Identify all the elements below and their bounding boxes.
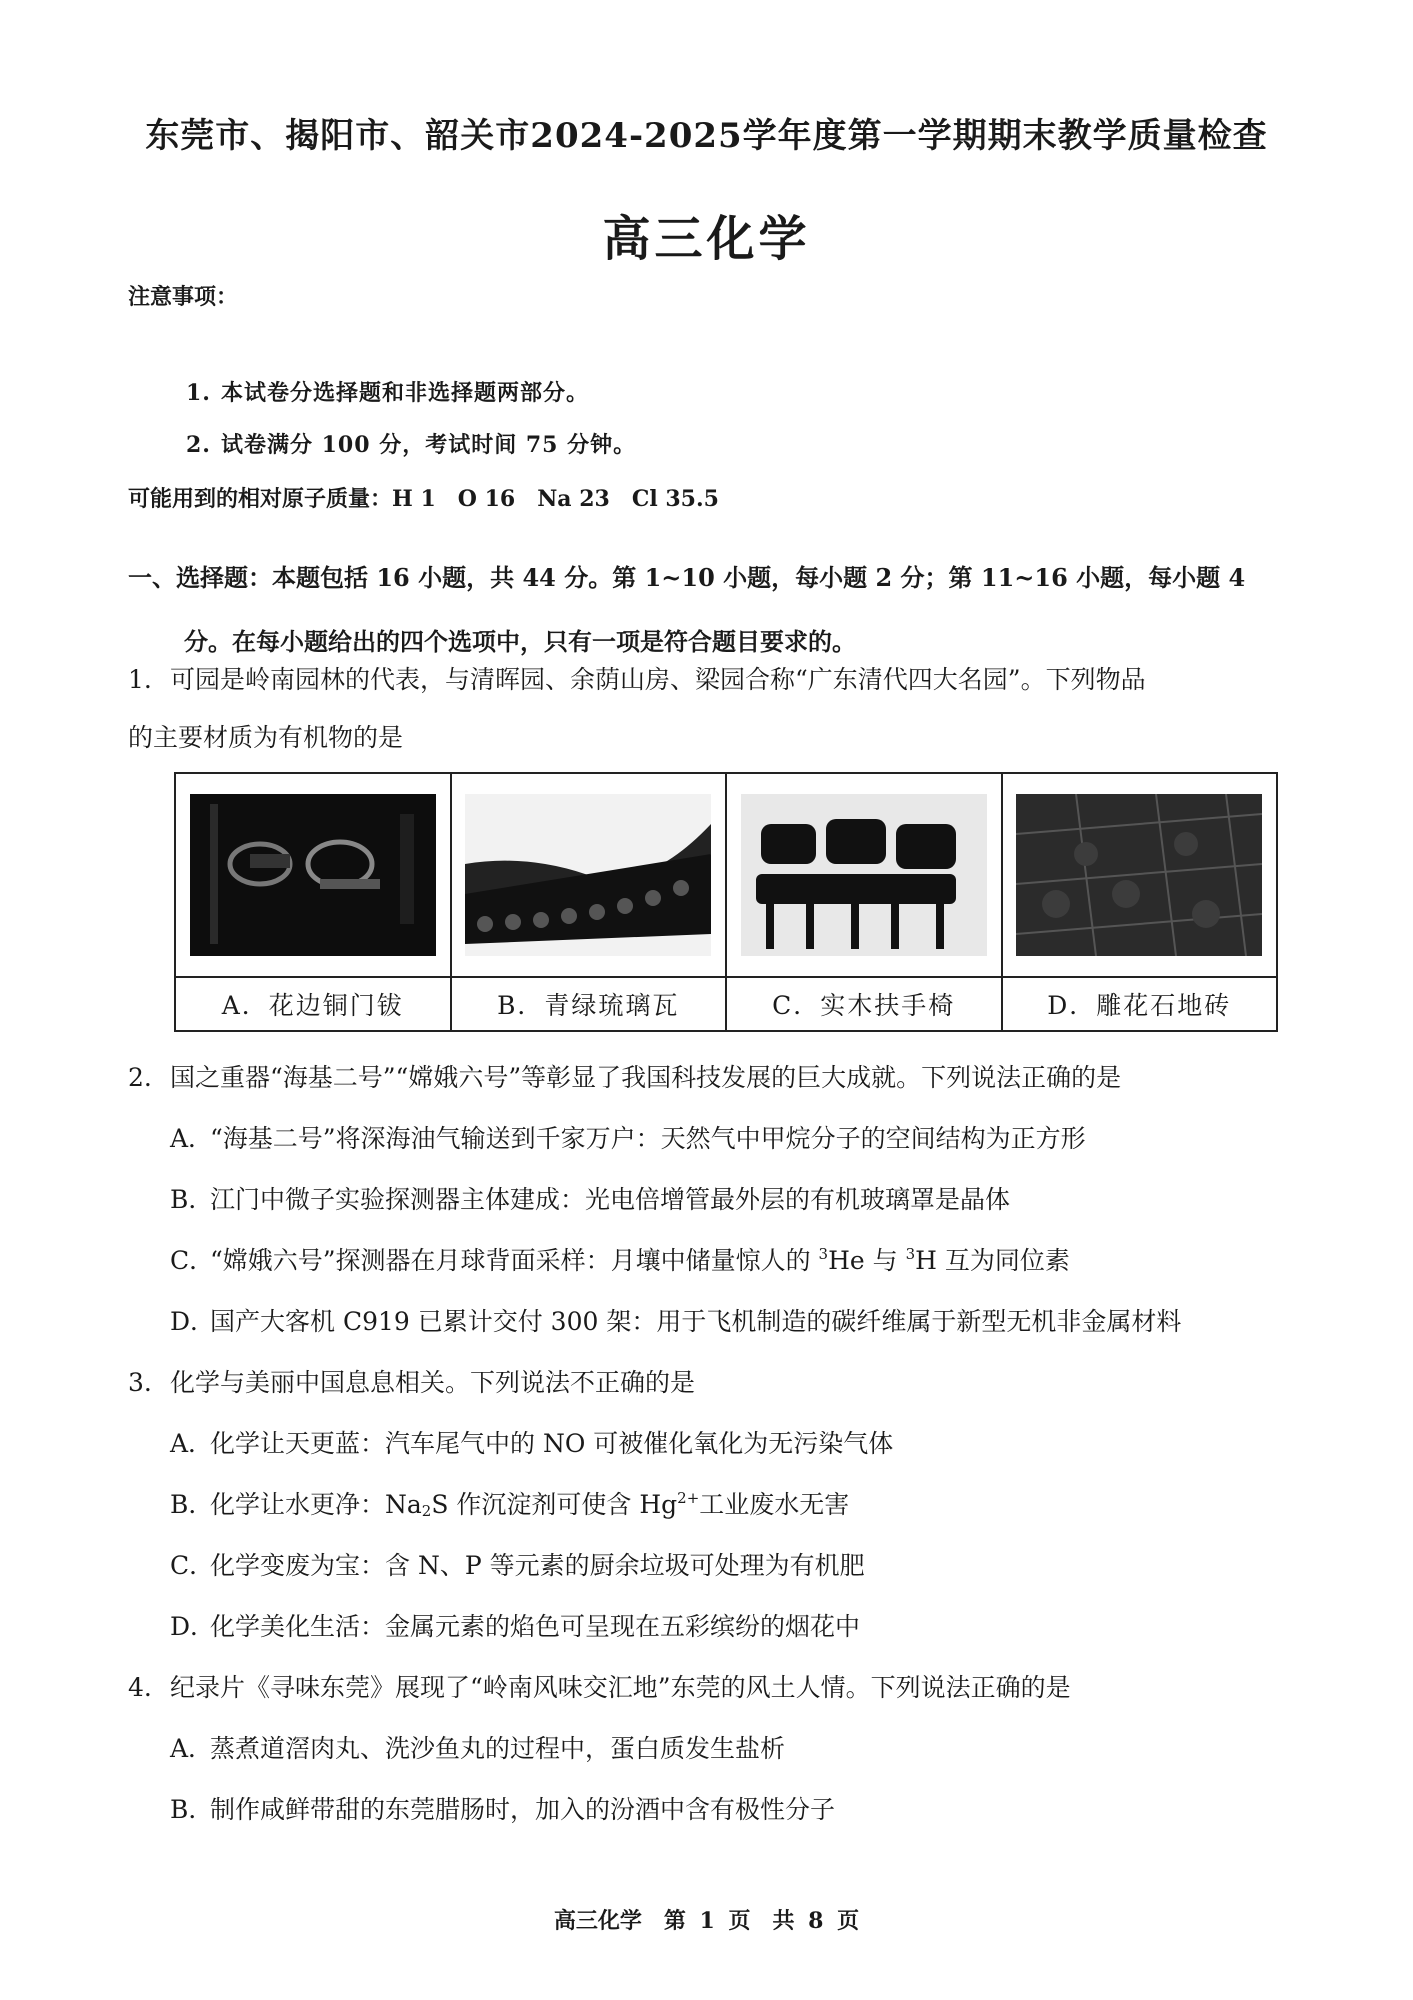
option-text: 江门中微子实验探测器主体建成：光电倍增管最外层的有机玻璃罩是晶体 (210, 1185, 1011, 1214)
option-label: B． (170, 1795, 214, 1824)
question-4-stem (128, 1670, 1303, 1706)
question-1-stem-cont (128, 720, 1303, 756)
option-label: C． (170, 1246, 215, 1275)
section-line-1: 一、选择题：本题包括 16 小题，共 44 分。第 1~10 小题，每小题 2 分；第 11~16 小题，每小题 4 (128, 563, 1246, 592)
option-text: 化学美化生活：金属元素的焰色可呈现在五彩缤纷的烟花中 (210, 1612, 861, 1641)
question-number: 2. (128, 1063, 152, 1092)
question-2-option-d (170, 1304, 1320, 1340)
image-caption-d: D．雕花石地砖 (1002, 977, 1278, 1031)
option-text: 制作咸鲜带甜的东莞腊肠时，加入的汾酒中含有极性分子 (210, 1795, 836, 1824)
option-text-mid: S 作沉淀剂可使含 Hg (431, 1490, 678, 1519)
atomic-mass-note: 可能用到的相对原子质量：H 1 O 16 Na 23 Cl 35.5 (128, 486, 719, 512)
question-4-option-a (170, 1731, 1320, 1767)
image-caption-a: A．花边铜门钹 (175, 977, 451, 1031)
question-2-option-a (170, 1121, 1320, 1157)
image-caption-b: B．青绿琉璃瓦 (451, 977, 727, 1031)
notice-item-number: 2. (186, 432, 211, 458)
wooden-chair-photo (741, 794, 987, 956)
question-4-option-b (170, 1792, 1320, 1828)
notice-item-number: 1. (186, 380, 211, 406)
question-stem: 可园是岭南园林的代表，与清晖园、余荫山房、梁园合称“广东清代四大名园”。下列物品 (170, 665, 1146, 694)
option-label: B． (170, 1490, 214, 1519)
subscript: 2 (421, 1502, 432, 1520)
option-text-pre: “嫦娥六号”探测器在月球背面采样：月壤中储量惊人的 (210, 1246, 819, 1275)
option-text: 蒸煮道滘肉丸、洗沙鱼丸的过程中，蛋白质发生盐析 (210, 1734, 786, 1763)
question-3-option-a (170, 1426, 1320, 1462)
question-2-option-c (170, 1243, 1320, 1279)
notice-item-text: 本试卷分选择题和非选择题两部分。 (220, 380, 589, 406)
page-footer: 高三化学 第 1 页 共 8 页 (553, 1908, 860, 1934)
door-knocker-photo (190, 794, 436, 956)
image-cell-d (1002, 773, 1278, 977)
question-number: 3. (128, 1368, 152, 1397)
option-label: A． (170, 1124, 214, 1153)
roof-tile-photo (465, 794, 711, 956)
notice-item-text: 试卷满分 100 分，考试时间 75 分钟。 (220, 432, 637, 458)
mass-number: 3 (905, 1245, 916, 1263)
image-cell-b (451, 773, 727, 977)
option-label: B． (170, 1185, 214, 1214)
question-stem: 化学与美丽中国息息相关。下列说法不正确的是 (170, 1368, 696, 1397)
option-text-post: 工业废水无害 (699, 1490, 850, 1519)
option-text: 化学变废为宝：含 N、P 等元素的厨余垃圾可处理为有机肥 (210, 1551, 865, 1580)
option-text-mid: 与 (864, 1246, 906, 1275)
question-number: 4. (128, 1673, 152, 1702)
question-stem: 国之重器“海基二号”“嫦娥六号”等彰显了我国科技发展的巨大成就。下列说法正确的是 (170, 1063, 1122, 1092)
question-3-option-d (170, 1609, 1320, 1645)
section-line-2: 分。在每小题给出的四个选项中，只有一项是符合题目要求的。 (184, 627, 856, 656)
option-label: A． (170, 1429, 214, 1458)
option-label: C． (170, 1551, 215, 1580)
question-3-option-c (170, 1548, 1320, 1584)
question-3-option-b (170, 1487, 1320, 1523)
option-label: A． (170, 1734, 214, 1763)
image-cell-c (726, 773, 1002, 977)
question-number: 1. (128, 665, 152, 694)
question-3-stem (128, 1365, 1303, 1401)
option-text-pre: 化学让水更净：Na (210, 1490, 422, 1519)
mass-number: 3 (818, 1245, 829, 1263)
option-label: D． (170, 1307, 216, 1336)
exam-header: 东莞市、揭阳市、韶关市2024-2025学年度第一学期期末教学质量检查 (145, 116, 1268, 156)
image-cell-a (175, 773, 451, 977)
option-text: “海基二号”将深海油气输送到千家万户：天然气中甲烷分子的空间结构为正方形 (210, 1124, 1086, 1153)
image-caption-c: C．实木扶手椅 (726, 977, 1002, 1031)
option-text: 国产大客机 C919 已累计交付 300 架：用于飞机制造的碳纤维属于新型无机非金属材料 (210, 1307, 1182, 1336)
element-symbol: H (915, 1246, 937, 1275)
option-label: D． (170, 1612, 216, 1641)
question-stem-continued: 的主要材质为有机物的是 (128, 723, 404, 752)
option-text: 化学让天更蓝：汽车尾气中的 NO 可被催化氧化为无污染气体 (210, 1429, 894, 1458)
question-1-stem (128, 662, 1303, 698)
option-text-post: 互为同位素 (936, 1246, 1070, 1275)
notice-title: 注意事项： (128, 284, 239, 310)
question-2-stem (128, 1060, 1303, 1096)
exam-subject: 高三化学 (602, 211, 811, 267)
element-symbol: He (828, 1246, 865, 1275)
question-1-image-table (174, 772, 1278, 1032)
question-2-option-b (170, 1182, 1320, 1218)
question-stem: 纪录片《寻味东莞》展现了“岭南风味交汇地”东莞的风土人情。下列说法正确的是 (170, 1673, 1071, 1702)
floor-tile-photo (1016, 794, 1262, 956)
notice-item (186, 376, 589, 407)
ion-charge: 2+ (677, 1489, 700, 1507)
section-heading (128, 546, 1298, 674)
notice-item (186, 428, 636, 459)
